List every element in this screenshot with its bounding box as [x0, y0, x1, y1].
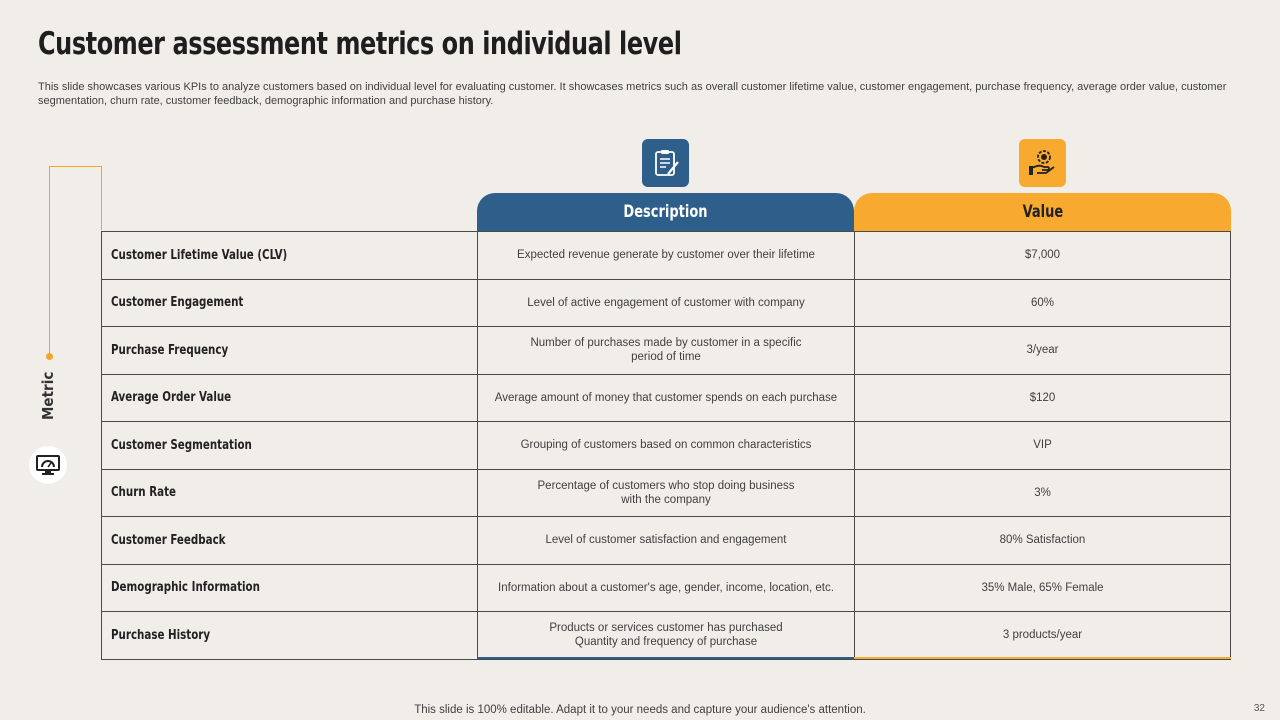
- value-cell: 3 products/year: [854, 612, 1231, 659]
- page-subtitle: This slide showcases various KPIs to analyze customers based on individual level for evaluating customer. It showcases metrics such as overall customer lifetime value, customer engagement, purchase frequency, average order value, customer segmentation, churn rate, customer feedback, demographic information and purchase history.: [38, 81, 1227, 107]
- value-cell: $120: [854, 375, 1231, 422]
- bracket-dot: [46, 353, 53, 360]
- table-row: [101, 232, 1231, 280]
- table-row: [101, 422, 1231, 470]
- table-row: [101, 517, 1231, 565]
- table-row: [101, 280, 1231, 328]
- bracket-decoration: [49, 166, 102, 230]
- metric-cell: Customer Lifetime Value (CLV): [101, 232, 477, 279]
- value-cell: 3%: [854, 470, 1231, 517]
- table-row: [101, 470, 1231, 518]
- value-cell: 35% Male, 65% Female: [854, 565, 1231, 612]
- description-cell: Expected revenue generate by customer over their lifetime: [477, 232, 854, 279]
- metric-cell: Customer Engagement: [101, 280, 477, 327]
- metric-cell: Customer Segmentation: [101, 422, 477, 469]
- description-column-underline: [477, 657, 854, 659]
- description-cell: Information about a customer's age, gender, income, location, etc.: [477, 565, 854, 612]
- value-column-header: Value: [854, 193, 1231, 231]
- description-cell: Level of active engagement of customer with company: [477, 280, 854, 327]
- table-row: [101, 565, 1231, 613]
- value-cell: 80% Satisfaction: [854, 517, 1231, 564]
- metric-cell: Average Order Value: [101, 375, 477, 422]
- bracket-line: [49, 166, 50, 356]
- description-cell: Level of customer satisfaction and engagement: [477, 517, 854, 564]
- page-number: 32: [1253, 703, 1265, 714]
- metric-cell: Demographic Information: [101, 565, 477, 612]
- metric-cell: Customer Feedback: [101, 517, 477, 564]
- clipboard-checklist-icon: [642, 139, 689, 187]
- metric-cell: Purchase History: [101, 612, 477, 659]
- value-cell: 3/year: [854, 327, 1231, 374]
- description-cell: Average amount of money that customer spends on each purchase: [477, 375, 854, 422]
- table-row: [101, 375, 1231, 423]
- value-cell: VIP: [854, 422, 1231, 469]
- description-column-header: Description: [477, 193, 854, 231]
- monitor-dashboard-icon: [29, 446, 67, 484]
- description-cell: Grouping of customers based on common characteristics: [477, 422, 854, 469]
- value-cell: 60%: [854, 280, 1231, 327]
- metric-cell: Purchase Frequency: [101, 327, 477, 374]
- description-cell: Number of purchases made by customer in a specific period of time: [477, 327, 854, 374]
- metric-side-label: Metric: [39, 371, 57, 420]
- value-cell: $7,000: [854, 232, 1231, 279]
- table-row: [101, 612, 1231, 660]
- value-column-underline: [854, 657, 1231, 659]
- table-row: [101, 327, 1231, 375]
- footer-note: This slide is 100% editable. Adapt it to your needs and capture your audience's attention.: [414, 704, 866, 716]
- metric-cell: Churn Rate: [101, 470, 477, 517]
- page-title: Customer assessment metrics on individual level: [38, 26, 682, 62]
- description-cell: Percentage of customers who stop doing business with the company: [477, 470, 854, 517]
- metrics-table: [101, 231, 1231, 660]
- description-cell: Products or services customer has purchased Quantity and frequency of purchase: [477, 612, 854, 659]
- hand-money-gear-icon: [1019, 139, 1066, 187]
